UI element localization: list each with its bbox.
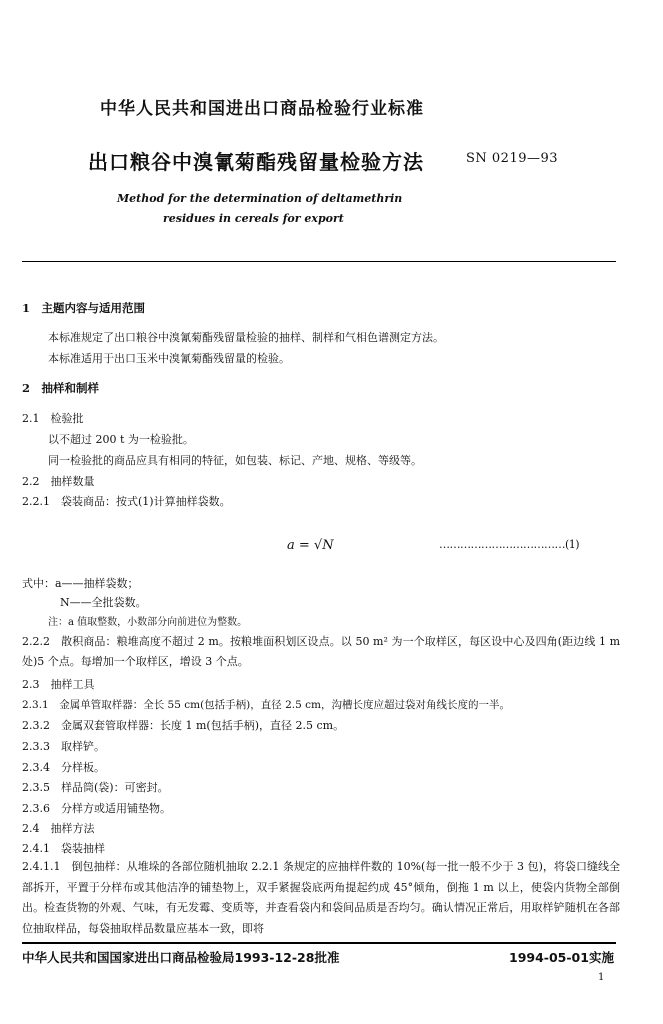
implementation-date: 1994-05-01实施 bbox=[509, 950, 614, 965]
page-number: 1 bbox=[598, 972, 605, 983]
section-2-4-1-1: 2.4.1.1 倒包抽样：从堆垛的各部位随机抽取 2.2.1 条规定的应抽样件数的 10%(每一批一般不少于 3 包)，将袋口缝线全部拆开，平置于分样布或其他洁净的铺垫物上，双手紧握袋底两角提起约成 45°倾角，倒拖 1 m 以上，使袋内货物全部倒出。检查货物的外观、气味，有无发霉、变质等，并查看袋内和袋间品质是否均匀。确认情况正常后，用取样铲随机在各部位抽取样品，每袋抽取样品数量应基本一致，即将 bbox=[22, 860, 620, 935]
document-title: 出口粮谷中溴氰菊酯残留量检验方法 bbox=[88, 150, 424, 174]
formula-number: ………………………………(1) bbox=[439, 538, 580, 551]
formula: a = √N bbox=[287, 538, 334, 553]
footer-divider bbox=[22, 942, 616, 944]
section-2-2-heading: 2.2 抽样数量 bbox=[22, 475, 95, 488]
section-2-3-5: 2.3.5 样品筒(袋)：可密封。 bbox=[22, 781, 169, 794]
section-2-4-1: 2.4.1 袋装抽样 bbox=[22, 842, 105, 855]
section-2-3-4: 2.3.4 分样板。 bbox=[22, 761, 105, 774]
where-clause-n: N——全批袋数。 bbox=[60, 596, 147, 609]
approval-line: 中华人民共和国国家进出口商品检验局1993-12-28批准 bbox=[22, 950, 340, 965]
english-title-line1: Method for the determination of deltamethrin bbox=[117, 192, 403, 205]
header-divider bbox=[22, 261, 616, 262]
note: 注：a 值取整数，小数部分向前进位为整数。 bbox=[48, 617, 248, 628]
section-2-2-1: 2.2.1 袋装商品：按式(1)计算抽样袋数。 bbox=[22, 495, 231, 508]
section-2-3-3: 2.3.3 取样铲。 bbox=[22, 740, 105, 753]
section-2-3-2: 2.3.2 金属双套管取样器：长度 1 m(包括手柄)，直径 2.5 cm。 bbox=[22, 719, 345, 732]
section-2-4-heading: 2.4 抽样方法 bbox=[22, 822, 95, 835]
english-title-line2: residues in cereals for export bbox=[163, 212, 344, 225]
section-2-3-6: 2.3.6 分样方或适用铺垫物。 bbox=[22, 802, 171, 815]
section-1-paragraph-1: 本标准规定了出口粮谷中溴氰菊酯残留量检验的抽样、制样和气相色谱测定方法。 bbox=[48, 331, 444, 344]
section-1-paragraph-2: 本标准适用于出口玉米中溴氰菊酯残留量的检验。 bbox=[48, 352, 290, 365]
standard-code: SN 0219—93 bbox=[466, 151, 559, 166]
section-2-1-heading: 2.1 检验批 bbox=[22, 412, 84, 425]
section-2-1-paragraph-2: 同一检验批的商品应具有相同的特征，如包装、标记、产地、规格、等级等。 bbox=[48, 454, 422, 467]
section-1-heading: 1 主题内容与适用范围 bbox=[22, 301, 146, 315]
section-2-heading: 2 抽样和制样 bbox=[22, 381, 100, 395]
section-2-3-heading: 2.3 抽样工具 bbox=[22, 678, 95, 691]
section-2-3-1: 2.3.1 金属单管取样器：全长 55 cm(包括手柄)，直径 2.5 cm，沟槽长度应超过袋对角线长度的一半。 bbox=[22, 699, 510, 711]
section-2-2-2: 2.2.2 散积商品：粮堆高度不超过 2 m。按粮堆面积划区设点。以 50 m² 为一个取样区，每区设中心及四角(距边线 1 m 处)5 个点。每增加一个取样区，增设 3 个点。 bbox=[22, 635, 620, 668]
section-2-1-paragraph-1: 以不超过 200 t 为一检验批。 bbox=[48, 433, 194, 446]
standard-series-title: 中华人民共和国进出口商品检验行业标准 bbox=[100, 99, 424, 119]
where-clause: 式中：a——抽样袋数； bbox=[22, 577, 139, 590]
